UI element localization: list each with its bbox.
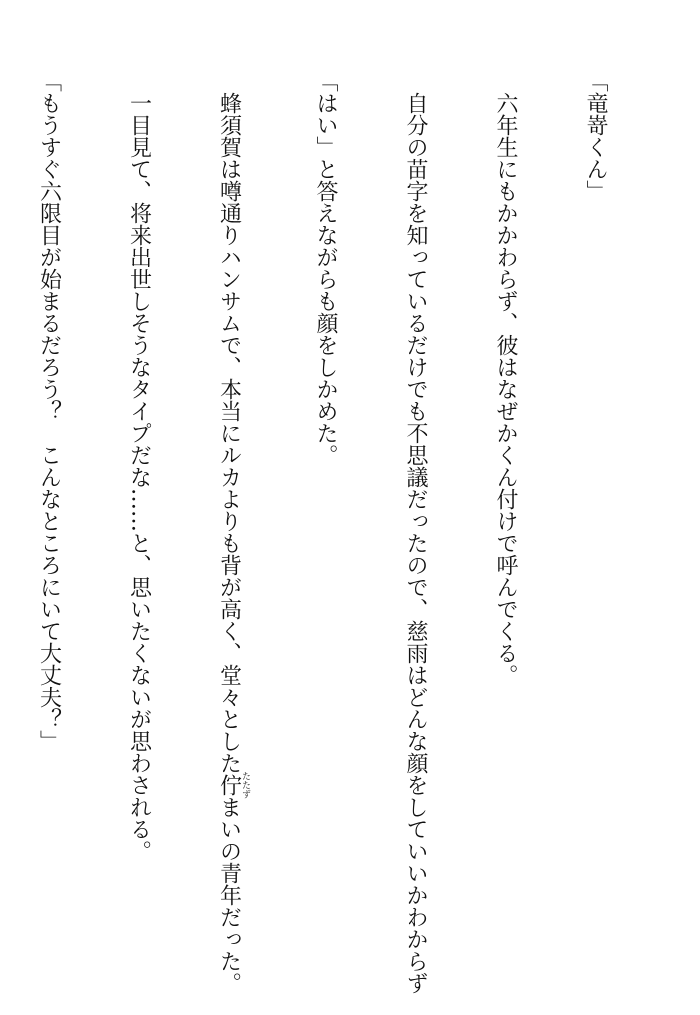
ruby-reading-tatazu: たたず [240,771,250,799]
text-line-2: 六年生にもかかわらず、彼はなぜかくん付けで呼んでくる。 [493,70,518,686]
text-line-7: 「もうすぐ六限目が始まるだろう？ こんなところにいて大丈夫？」 [36,70,62,752]
text-line-6: 一目見て、将来出世しそうなタイプだな……と、思いたくないが思わされる。 [126,70,152,862]
text-line-5-head: 蜂須賀は噂通りハンサムで、本当にルカよりも背が高く、堂々とした [216,70,242,774]
ruby-base-tatazu: 佇 [216,771,242,799]
text-line-3: 自分の苗字を知っているだけでも不思議だったので、慈雨はどんな顔をしていいかわからず [403,70,428,994]
vertical-text-block [0,70,670,994]
text-line-1: 「竜嵜くん」 [583,70,608,202]
text-line-4: 「はい」と答えながらも顔をしかめた。 [313,70,338,466]
text-line-5-tail: まいの青年だった。 [216,796,242,994]
ruby-tatazu [216,771,250,799]
text-line-5 [214,70,251,994]
